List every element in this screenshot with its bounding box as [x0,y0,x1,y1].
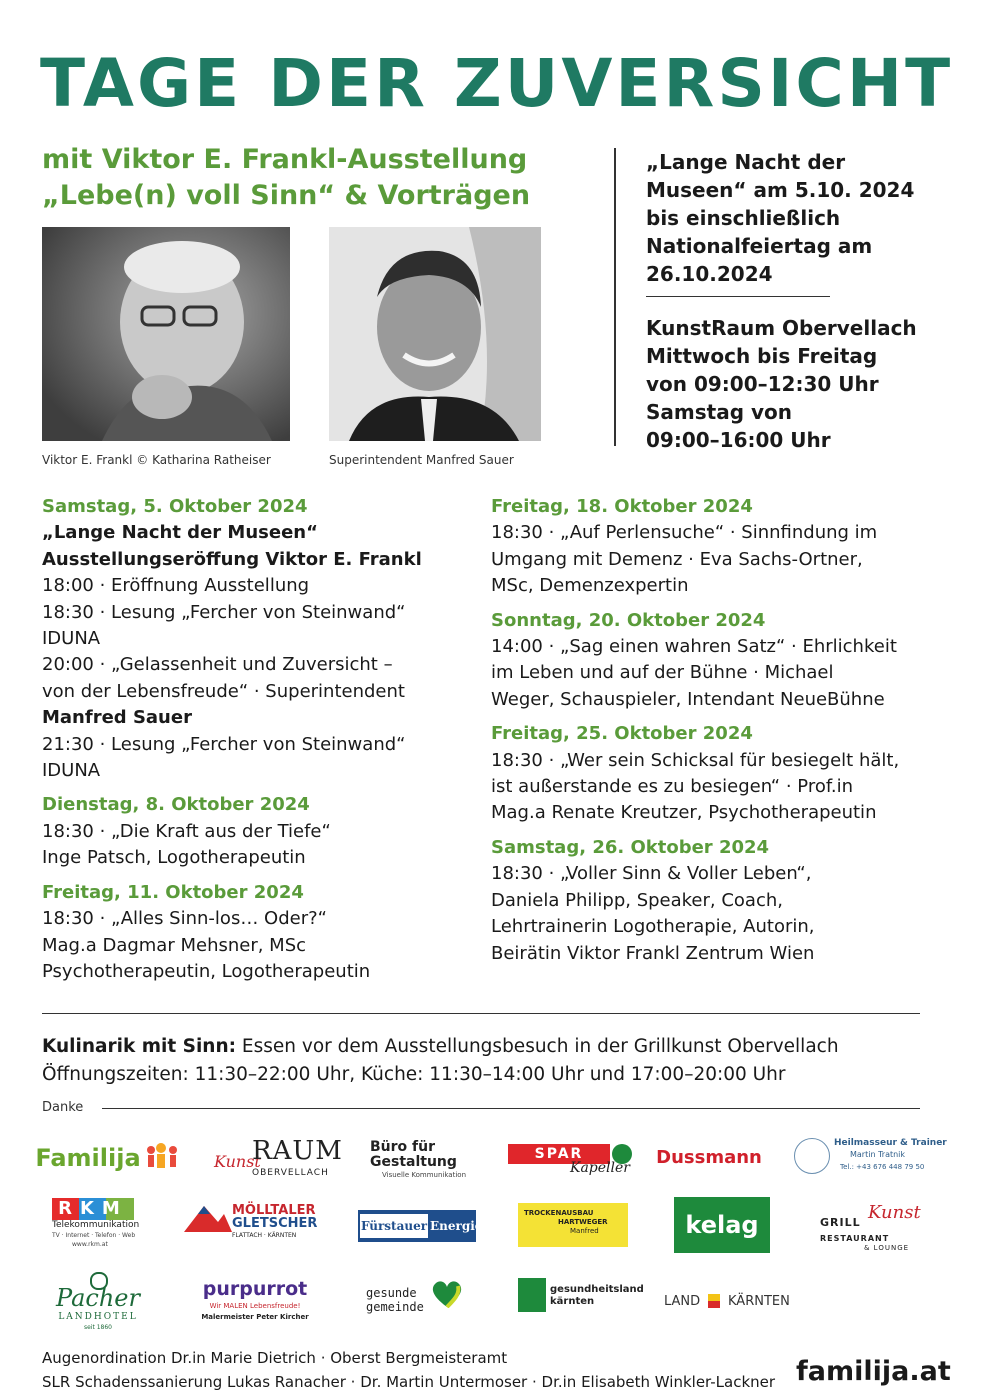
logo-buero-sub: Visuelle Kommunikation [382,1171,466,1179]
logo-grill-script: Kunst [868,1202,921,1223]
logo-gesunde-gemeinde [366,1280,470,1320]
logo-grill-l3: & LOUNGE [864,1244,910,1252]
logo-gesunde-l1: gesunde [366,1286,417,1300]
event-title: Ausstellungseröffung Viktor E. Frankl [42,548,422,570]
logo-heil-tel: Tel.: +43 676 448 79 50 [840,1163,925,1171]
logo-heil-name: Martin Tratnik [850,1150,906,1159]
logo-purpurrot-text: purpurrot [202,1278,308,1300]
event-line: Umgang mit Demenz · Eva Sachs-Ortner, [491,548,863,570]
event-speaker: Manfred Sauer [42,707,192,729]
logo-spar-text: SPAR [508,1144,610,1164]
event-line: im Leben und auf der Bühne · Michael [491,662,834,684]
logo-fuerstauer-energie: Energie [430,1219,483,1233]
event-line: 18:30 · Lesung „Fercher von Steinwand“ [42,601,406,623]
period-line: Museen“ am 5.10. 2024 [646,178,915,202]
event-line: 18:30 · „Wer sein Schicksal für besiegelt hält, [491,749,900,771]
vertical-divider [614,148,616,446]
logo-pacher [50,1272,146,1334]
event-date: Dienstag, 8. Oktober 2024 [42,794,310,816]
section-divider [42,1013,920,1014]
location-line: Samstag von [646,400,792,424]
event-line: IDUNA [42,628,101,650]
event-line: Weger, Schauspieler, Intendant NeueBühne [491,688,885,710]
logo-pacher-sub: LANDHOTEL [58,1312,138,1322]
mountain-icon [184,1204,232,1232]
kaernten-flag-icon [708,1294,720,1308]
event-line: 18:00 · Eröffnung Ausstellung [42,575,310,597]
logo-moelltaler-l2: GLETSCHER [232,1216,318,1231]
logo-buero-gestaltung [370,1140,490,1184]
footer-thanks [42,1346,775,1394]
logo-purpurrot [200,1278,310,1330]
event-line: IDUNA [42,760,101,782]
event-date: Freitag, 25. Oktober 2024 [491,723,753,745]
photo-sauer [329,227,541,441]
logo-moelltaler-l1: MÖLLTALER [232,1203,316,1218]
footer-line-2: SLR Schadenssanierung Lukas Ranacher · Dr. Martin Untermoser · Dr.in Elisabeth Winkler-Lackner [42,1373,776,1391]
logo-rkm-blocks [52,1198,142,1220]
kulinarik-label: Kulinarik mit Sinn: [42,1036,237,1057]
sauer-caption: Superintendent Manfred Sauer [329,453,514,467]
period-line: 26.10.2024 [646,262,773,286]
location-line: KunstRaum Obervellach [646,316,917,340]
opening-hours [646,314,946,454]
family-figures-icon [145,1142,181,1174]
event-oct-8 [42,792,462,871]
event-oct-11 [42,880,462,986]
logo-land-l: LAND [664,1294,701,1309]
event-oct-26 [491,835,951,967]
logo-buero-line2: Gestaltung [370,1154,457,1170]
event-line: Lehrtrainerin Logotherapie, Autorin, [491,916,815,938]
event-line: ist außerstande es zu besiegen“ · Prof.in [491,776,854,798]
page-subtitle [42,142,602,214]
location-line: Mittwoch bis Freitag [646,344,878,368]
logo-kelag-text: kelag [685,1211,759,1239]
logo-dussmann [656,1144,762,1170]
event-line: MSc, Demenzexpertin [491,575,689,597]
photo-frankl [42,227,290,441]
logo-trocken-l3: Manfred [570,1227,599,1235]
subtitle-line-1: mit Viktor E. Frankl-Ausstellung [42,144,528,175]
logo-spar [508,1144,634,1180]
event-line: 18:30 · „Auf Perlensuche“ · Sinnfindung im [491,522,878,544]
logo-rkm-sub2: TV · Internet · Telefon · Web [52,1232,136,1239]
event-date: Freitag, 11. Oktober 2024 [42,881,304,903]
event-oct-20 [491,608,951,714]
logo-kunstraum-main: RAUM [252,1136,343,1166]
kulinarik-line [42,1033,942,1061]
logo-trockenausbau [518,1203,628,1247]
logo-kunstraum-sub: OBERVELLACH [252,1168,329,1178]
danke-label: Danke [42,1100,84,1115]
page-title: TAGE DER ZUVERSICHT [40,45,954,122]
logo-land-kaernten [664,1292,804,1312]
logo-trocken-l1: TROCKENAUSBAU [524,1209,594,1217]
event-oct-25 [491,721,951,827]
logo-grill-l2: RESTAURANT [820,1234,890,1243]
logo-pacher-since: seit 1860 [83,1324,112,1331]
period-line: Nationalfeiertag am [646,234,873,258]
logo-purpurrot-l3: Malermeister Peter Kircher [201,1313,309,1321]
logo-moelltaler [184,1204,324,1244]
logo-spar-sub: Kapeller [570,1160,630,1176]
heart-icon [430,1280,464,1308]
logo-purpurrot-l2: Wir MALEN Lebensfreude! [209,1302,301,1310]
gesundheitsland-heart-icon [518,1278,546,1312]
event-date: Samstag, 26. Oktober 2024 [491,836,770,858]
logo-kunstraum-script: Kunst [214,1152,261,1171]
logo-familija-text: Familija [35,1144,141,1172]
logo-gesundheitsland-l1: gesundheitsland [550,1284,644,1295]
program-left [42,494,462,993]
event-line: 20:00 · „Gelassenheit und Zuversicht – [42,654,393,676]
event-line: von der Lebensfreude“ · Superintendent [42,680,405,702]
event-line: Inge Patsch, Logotherapeutin [42,847,306,869]
logo-gesundheitsland-l2: kärnten [550,1296,595,1307]
footer-line-1: Augenordination Dr.in Marie Dietrich · Oberst Bergmeisteramt [42,1349,508,1367]
event-line: 14:00 · „Sag einen wahren Satz“ · Ehrlichkeit [491,636,897,658]
event-line: 21:30 · Lesung „Fercher von Steinwand“ [42,733,406,755]
logo-fuerstauer [358,1210,483,1242]
logo-rkm-url: www.rkm.at [72,1241,108,1248]
event-oct-18 [491,494,951,600]
event-period [646,148,946,288]
logo-pacher-text: Pacher [56,1284,140,1312]
logo-rkm-sub: Telekommunikation [52,1220,140,1230]
event-line: Mag.a Dagmar Mehsner, MSc [42,934,307,956]
period-line: bis einschließlich [646,206,841,230]
heilmasseur-seal-icon [794,1138,830,1174]
event-date: Freitag, 18. Oktober 2024 [491,496,753,517]
program-right [491,494,951,975]
logo-kunstraum [212,1136,343,1180]
logo-rkm-text: RKM [52,1198,134,1220]
logo-grillkunst [820,1200,920,1256]
event-oct-5 [42,494,462,784]
event-line: 18:30 · „Alles Sinn-los… Oder?“ [42,908,327,930]
logo-fuerstauer-text: Fürstauer [360,1214,428,1238]
subtitle-line-2: „Lebe(n) voll Sinn“ & Vorträgen [42,180,531,211]
period-line: „Lange Nacht der [646,150,846,174]
location-line: von 09:00–12:30 Uhr [646,372,879,396]
event-date: Samstag, 5. Oktober 2024 [42,496,308,517]
kulinarik-section [42,1033,942,1089]
frankl-caption: Viktor E. Frankl © Katharina Ratheiser [42,453,271,467]
event-line: 18:30 · „Voller Sinn & Voller Leben“, [491,863,812,885]
logo-buero-line1: Büro für [370,1139,435,1155]
logo-dussmann-text: Dussmann [656,1146,762,1168]
event-line: Psychotherapeutin, Logotherapeutin [42,960,371,982]
logo-moelltaler-sub: FLATTACH · KÄRNTEN [232,1232,297,1239]
logo-trocken-l2: HARTWEGER [558,1218,608,1226]
logo-familija [35,1138,174,1178]
footer-url[interactable]: familija.at [796,1356,951,1387]
event-title: „Lange Nacht der Museen“ [42,522,318,544]
location-line: 09:00–16:00 Uhr [646,428,831,452]
logo-gesundheitsland [518,1278,644,1314]
event-line: 18:30 · „Die Kraft aus der Tiefe“ [42,820,331,842]
logo-kelag [674,1197,770,1253]
danke-divider [102,1108,920,1109]
event-line: Daniela Philipp, Speaker, Coach, [491,889,783,911]
event-line: Beirätin Viktor Frankl Zentrum Wien [491,942,815,964]
event-line: Mag.a Renate Kreutzer, Psychotherapeutin [491,802,877,824]
event-date: Sonntag, 20. Oktober 2024 [491,609,766,631]
logo-heilmasseur [794,1136,947,1178]
logo-rkm [52,1198,142,1256]
logo-grill-l1: GRILL [820,1216,861,1229]
logo-gesunde-l2: gemeinde [366,1300,424,1314]
kulinarik-text: Essen vor dem Ausstellungsbesuch in der Grillkunst Obervellach [236,1036,839,1057]
logo-land-r: KÄRNTEN [728,1294,790,1309]
logo-heil-title: Heilmasseur & Trainer [834,1138,947,1148]
kulinarik-hours: Öffnungszeiten: 11:30–22:00 Uhr, Küche: 11:30–14:00 Uhr und 17:00–20:00 Uhr [42,1064,786,1085]
info-divider [646,296,830,297]
